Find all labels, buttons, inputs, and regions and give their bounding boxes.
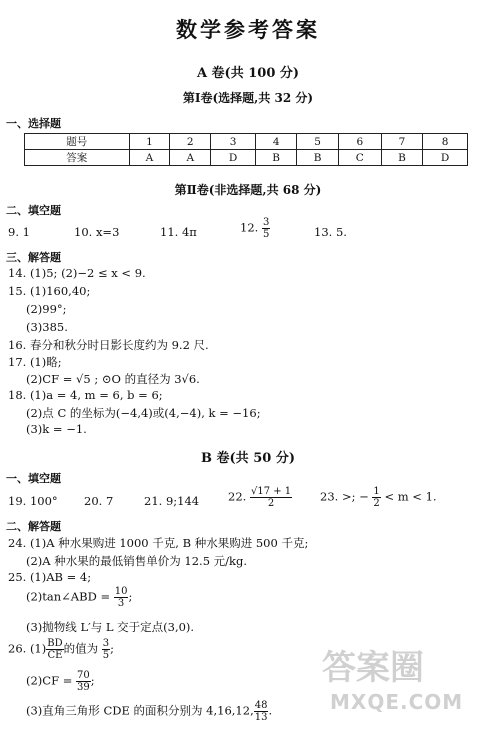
section-b-fill-heading: 一、填空题: [6, 472, 61, 485]
fraction: $\frac{BD}{CE}$: [47, 638, 63, 661]
answer-q10: 10. x=3: [74, 225, 120, 239]
table-cell: D: [211, 150, 256, 166]
table-cell: 5: [297, 134, 338, 150]
table-cell: C: [338, 150, 381, 166]
answer-q18-3: (3)k = −1.: [26, 422, 87, 436]
answer-q22: [228, 486, 292, 509]
answer-q25-2: (2)tan∠ABD = $\frac{10}{3}$ ;: [26, 586, 133, 609]
answer-q18-1: 18. (1)a = 4, m = 6, b = 6;: [8, 388, 163, 402]
table-cell: 7: [381, 134, 422, 150]
table-cell: B: [381, 150, 422, 166]
table-cell: 4: [255, 134, 296, 150]
answer-q26-2: (2)CF = $\frac{70}{39}$ ;: [26, 670, 95, 693]
table-cell: A: [129, 150, 170, 166]
answer-q20: 20. 7: [84, 494, 114, 508]
volume-1-heading: 第Ⅰ卷(选择题,共 32 分): [182, 91, 314, 105]
fraction: $\frac{1}{2}$: [373, 486, 380, 509]
table-cell: A: [170, 150, 211, 166]
section-b-solve-heading: 二、解答题: [6, 520, 61, 533]
answer-q23: 23. >; − $\frac{1}{2}$ < m < 1.: [320, 486, 437, 509]
answer-q13: 13. 5.: [314, 225, 347, 239]
answer-q24-1: 24. (1)A 种水果购进 1000 千克, B 种水果购进 500 千克;: [8, 536, 309, 550]
volume-2-heading: 第Ⅱ卷(非选择题,共 68 分): [174, 183, 322, 197]
table-cell: D: [423, 150, 468, 166]
table-cell: 1: [129, 134, 170, 150]
part-b-heading: B 卷(共 50 分): [201, 451, 295, 466]
table-cell: B: [297, 150, 338, 166]
answer-q15-2: (2)99°;: [26, 302, 67, 316]
answer-q16: 16. 春分和秋分时日影长度约为 9.2 尺.: [8, 338, 209, 352]
answer-q12: [240, 217, 270, 240]
table-cell: 2: [170, 134, 211, 150]
answer-q25-3: (3)抛物线 L′与 L 交于定点(3,0).: [26, 620, 195, 634]
fraction: $\frac{3}{5}$: [262, 217, 270, 240]
fraction: $\frac{70}{39}$: [77, 670, 90, 693]
table-cell: 答案: [25, 150, 130, 166]
answer-q9: 9. 1: [8, 225, 30, 239]
answer-q22-label: 22.: [228, 489, 247, 504]
section-fill-heading: 二、填空题: [6, 204, 61, 217]
page-title: 数学参考答案: [176, 18, 320, 42]
table-cell: 8: [423, 134, 468, 150]
answer-q14: 14. (1)5; (2)−2 ≤ x < 9.: [8, 266, 146, 280]
section-solve-heading: 三、解答题: [6, 251, 61, 264]
fraction: $\frac{√17 + 1}{2}$: [250, 486, 292, 509]
answer-q11: 11. 4π: [160, 225, 197, 239]
table-cell: 题号: [25, 134, 130, 150]
fraction: $\frac{3}{5}$: [102, 638, 110, 661]
watermark-logo: 答案圈: [322, 648, 424, 688]
answer-q12-label: 12.: [240, 220, 259, 235]
answer-q19: 19. 100°: [8, 494, 58, 508]
answer-table: [24, 133, 468, 166]
answer-q26-3: (3)直角三角形 CDE 的面积分别为 4,16,12, $\frac{48}{13}$ .: [26, 700, 273, 723]
part-a-heading: A 卷(共 100 分): [196, 66, 300, 81]
table-cell: 6: [338, 134, 381, 150]
answer-q17-1: 17. (1)略;: [8, 355, 62, 369]
answer-q15-3: (3)385.: [26, 320, 68, 334]
fraction: $\frac{10}{3}$: [114, 586, 128, 609]
answer-q24-2: (2)A 种水果的最低销售单价为 12.5 元/kg.: [26, 554, 248, 568]
table-row-header: [25, 134, 468, 150]
table-cell: B: [255, 150, 296, 166]
answer-q18-2: (2)点 C 的坐标为(−4,4)或(4,−4), k = −16;: [26, 406, 261, 420]
answer-q15-1: 15. (1)160,40;: [8, 284, 91, 298]
answer-q21: 21. 9;144: [144, 494, 200, 508]
watermark-url: MXQE.COM: [330, 690, 464, 714]
answer-q26-1: 26. (1) $\frac{BD}{CE}$ 的值为 $\frac{3}{5}$ ;: [8, 638, 115, 661]
section-choice-heading: 一、选择题: [6, 117, 61, 130]
table-cell: 3: [211, 134, 256, 150]
answer-q17-2: (2)CF = √5 ; ⊙O 的直径为 3√6.: [26, 372, 200, 386]
table-row-answers: [25, 150, 468, 166]
fraction: $\frac{48}{13}$: [254, 700, 268, 723]
answer-q25-1: 25. (1)AB = 4;: [8, 570, 92, 584]
